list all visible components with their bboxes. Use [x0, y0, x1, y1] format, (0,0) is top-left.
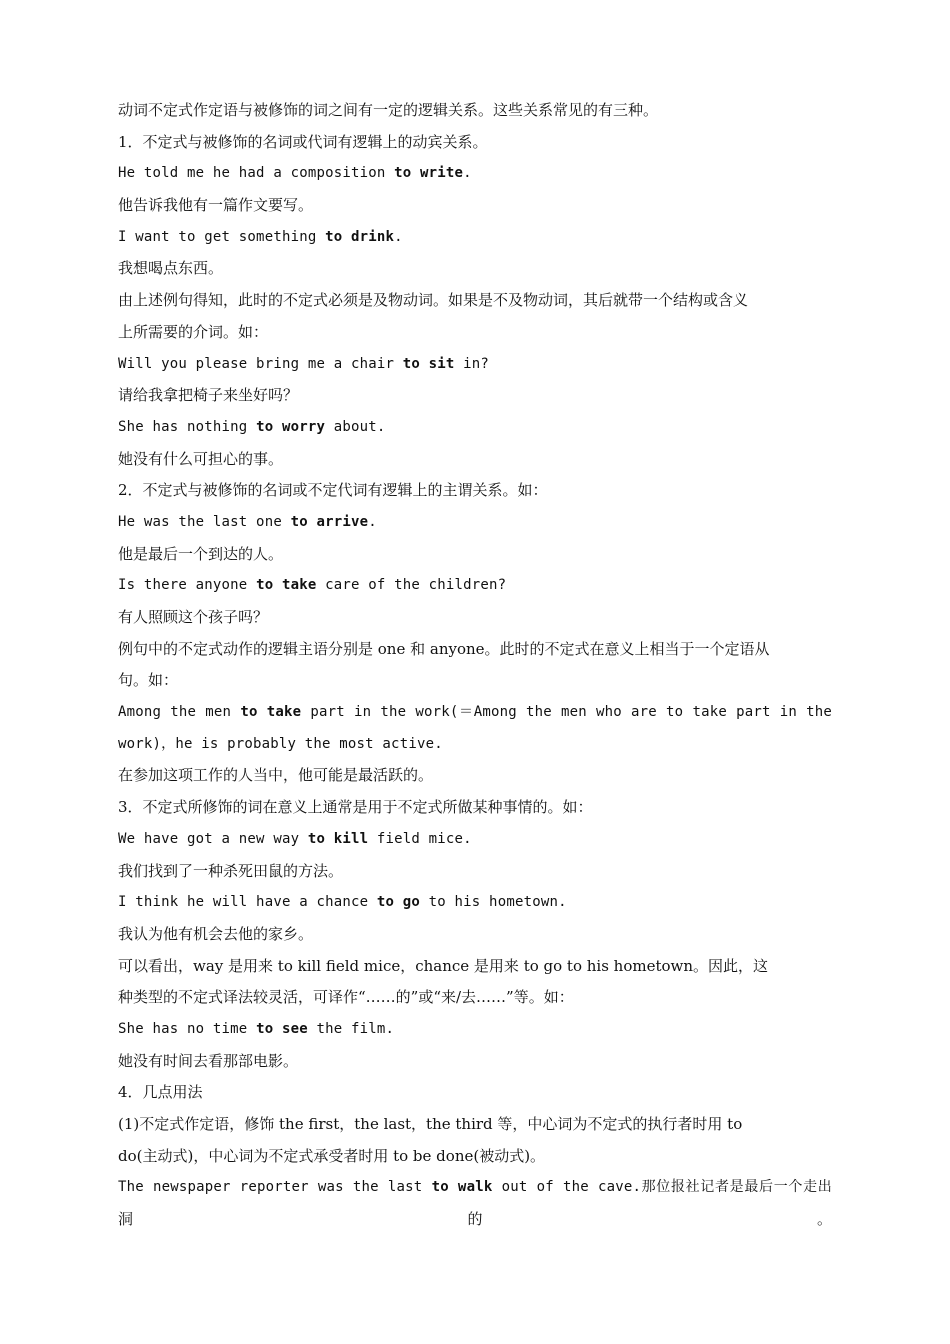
- text-line: [118, 982, 832, 1014]
- text-fragment: Among the men: [118, 704, 241, 721]
- example-sentence-line: [118, 1014, 832, 1046]
- example-sentence-line: [118, 729, 832, 761]
- text-fragment: Is there anyone: [118, 577, 257, 594]
- example-sentence-line: [118, 158, 832, 190]
- example-sentence-line: [118, 412, 832, 444]
- text-line: [118, 127, 832, 159]
- text-line: [118, 444, 832, 476]
- example-sentence-line: [118, 697, 832, 729]
- text-fragment: field mice.: [368, 830, 472, 847]
- text-line: [118, 380, 832, 412]
- text-fragment: 在参加这项工作的人当中，他可能是最活跃的。: [118, 766, 434, 785]
- text-fragment: We have got a new way: [118, 830, 308, 847]
- text-line: [118, 285, 832, 317]
- infinitive-highlight: to write: [394, 165, 464, 182]
- text-fragment: .: [463, 165, 472, 182]
- text-fragment: .: [368, 513, 377, 530]
- text-line: [118, 602, 832, 634]
- text-fragment: .: [394, 228, 403, 245]
- text-fragment: He was the last one: [118, 513, 291, 530]
- text-fragment: 动词不定式作定语与被修饰的词之间有一定的逻辑关系。这些关系常见的有三种。: [118, 101, 659, 119]
- infinitive-highlight: to sit: [402, 355, 455, 372]
- text-fragment: 2．不定式与被修饰的名词或不定代词有逻辑上的主谓关系。如：: [118, 481, 548, 500]
- example-sentence-line: [118, 824, 832, 856]
- text-fragment: 有人照顾这个孩子吗？: [118, 608, 269, 626]
- text-fragment: 她没有什么可担心的事。: [118, 449, 284, 468]
- text-line: [118, 634, 832, 666]
- text-fragment: 例句中的不定式动作的逻辑主语分别是 one 和 anyone。此时的不定式在意义上相当于一个定语从: [118, 639, 770, 658]
- text-line: [118, 760, 832, 792]
- text-fragment: She has nothing: [118, 418, 257, 435]
- text-line: [118, 1077, 832, 1109]
- document-body: [118, 95, 832, 1236]
- text-line: [118, 317, 832, 349]
- text-line: [118, 95, 832, 127]
- infinitive-highlight: to go: [376, 894, 421, 911]
- text-line: [118, 1204, 832, 1236]
- example-sentence-line: [118, 1172, 832, 1204]
- text-fragment: 1．不定式与被修饰的名词或代词有逻辑上的动宾关系。: [118, 132, 488, 151]
- text-fragment: 请给我拿把椅子来坐好吗？: [118, 386, 299, 405]
- text-fragment: The newspaper reporter was the last: [118, 1179, 432, 1196]
- example-sentence-line: [118, 887, 832, 919]
- text-line: [118, 475, 832, 507]
- text-fragment: 4．几点用法: [118, 1083, 203, 1102]
- text-fragment: part in the work(＝Among the men who are to take part in the: [301, 704, 832, 721]
- example-sentence-line: [118, 222, 832, 254]
- text-fragment: to his hometown.: [420, 894, 567, 911]
- text-fragment: 可以看出，way 是用来 to kill field mice，chance 是用来 to go to his hometown。因此，这: [118, 956, 769, 975]
- text-fragment: in?: [454, 355, 490, 372]
- text-line: [118, 1046, 832, 1078]
- example-sentence-line: [118, 507, 832, 539]
- text-fragment: 我认为他有机会去他的家乡。: [118, 924, 314, 943]
- text-fragment: 种类型的不定式译法较灵活，可译作“……的”或“来/去……”等。如：: [118, 988, 574, 1007]
- infinitive-highlight: to worry: [256, 418, 326, 435]
- text-fragment: I think he will have a chance: [118, 894, 377, 911]
- text-fragment: (1)不定式作定语，修饰 the first，the last，the third 等，中心词为不定式的执行者时用 to: [118, 1115, 743, 1133]
- example-sentence-line: [118, 349, 832, 381]
- text-line: [118, 919, 832, 951]
- text-fragment: 我想喝点东西。: [118, 259, 224, 278]
- text-line: [118, 253, 832, 285]
- text-line: [118, 1141, 832, 1173]
- text-fragment: 他是最后一个到达的人。: [118, 544, 284, 563]
- infinitive-highlight: to take: [256, 577, 317, 594]
- text-fragment: 她没有时间去看那部电影。: [118, 1051, 299, 1070]
- text-line: [118, 856, 832, 888]
- text-fragment: do(主动式)，中心词为不定式承受者时用 to be done(被动式)。: [118, 1146, 546, 1165]
- infinitive-highlight: to walk: [431, 1179, 493, 1196]
- infinitive-highlight: to arrive: [290, 513, 369, 530]
- infinitive-highlight: to see: [256, 1020, 308, 1037]
- text-fragment: He told me he had a composition: [118, 165, 395, 182]
- infinitive-highlight: to take: [240, 704, 302, 721]
- example-sentence-line: [118, 570, 832, 602]
- infinitive-highlight: to drink: [325, 228, 395, 245]
- text-fragment: 他告诉我他有一篇作文要写。: [118, 196, 314, 215]
- text-fragment: care of the children?: [316, 577, 507, 594]
- text-line: [118, 665, 832, 697]
- text-fragment: Will you please bring me a chair: [118, 355, 403, 372]
- text-line: [118, 951, 832, 983]
- text-fragment: 3．不定式所修饰的词在意义上通常是用于不定式所做某种事情的。如：: [118, 798, 593, 817]
- text-fragment: 由上述例句得知，此时的不定式必须是及物动词。如果是不及物动词，其后就带一个结构或含义: [118, 291, 749, 310]
- text-line: [118, 1109, 832, 1141]
- text-fragment: about.: [325, 418, 386, 435]
- text-fragment: out of the cave.那位报社记者是最后一个走出: [501, 1179, 832, 1196]
- text-line: [118, 190, 832, 222]
- text-fragment: 句。如：: [118, 671, 179, 690]
- text-fragment: 洞 的 。: [118, 1210, 832, 1229]
- text-fragment: I want to get something: [118, 228, 326, 245]
- text-fragment: work)，he is probably the most active.: [118, 735, 443, 752]
- text-line: [118, 539, 832, 571]
- text-fragment: 上所需要的介词。如：: [118, 322, 269, 341]
- text-fragment: the film.: [307, 1020, 395, 1037]
- text-fragment: 我们找到了一种杀死田鼠的方法。: [118, 861, 344, 880]
- text-fragment: She has no time: [118, 1020, 257, 1037]
- text-line: [118, 792, 832, 824]
- infinitive-highlight: to kill: [307, 830, 369, 847]
